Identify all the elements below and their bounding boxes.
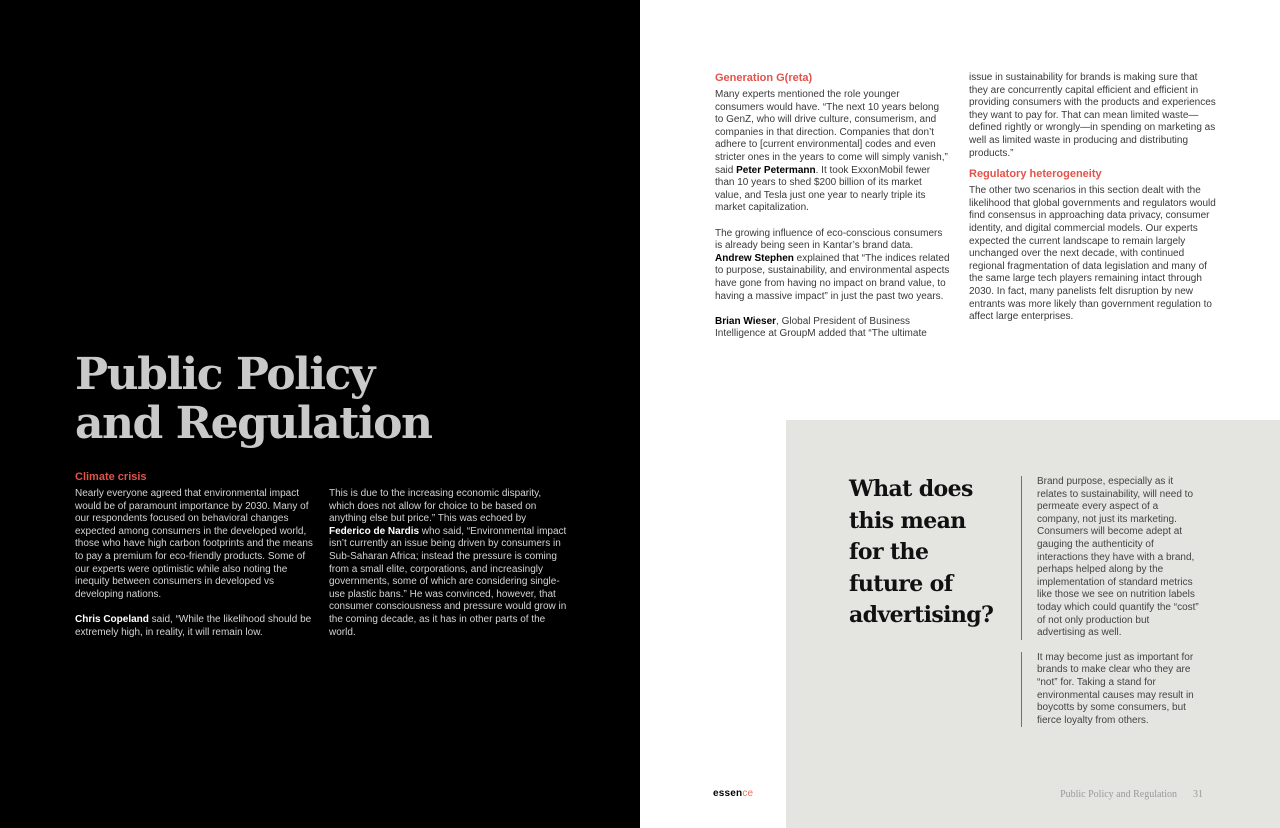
speaker-name: Peter Petermann bbox=[736, 164, 816, 176]
genz-paragraph-3: Brian Wieser, Global President of Business Intelligence at GroupM added that “The ultimate bbox=[715, 315, 927, 340]
climate-paragraph-1: Nearly everyone agreed that environmental impact would be of paramount importance by 2030. Many of our respondents focused on behavioral changes expected among consumers in the developed world, those who have high carbon footprints and the means to pay a premium for eco-friendly products. Some of our experts were optimistic while also noting the inequity between consumers in developed vs developing nations. bbox=[75, 488, 313, 600]
regulatory-column bbox=[969, 72, 1217, 324]
essence-logo: essence bbox=[713, 788, 754, 799]
callout-text bbox=[1021, 476, 1199, 727]
genz-paragraph-1: Many experts mentioned the role younger consumers would have. “The next 10 years belong to GenZ, who will drive culture, consumerism, and companies in that direction. Companies that don’t adhere to [current environmental] codes and even stricter ones in the years to come will simply vanish,” said Peter Petermann. It took ExxonMobil fewer than 10 years to shed $200 billion of its market value, and Tesla just one year to nearly triple its market capitalization. bbox=[715, 89, 948, 214]
climate-heading: Climate crisis bbox=[75, 471, 147, 483]
page-number: 31 bbox=[1193, 789, 1203, 800]
speaker-name: Brian Wieser bbox=[715, 315, 777, 327]
regulatory-heading: Regulatory heterogeneity bbox=[969, 168, 1102, 181]
callout-question: What does this mean for the future of advertising? bbox=[849, 476, 994, 628]
genz-continuation: issue in sustainability for brands is making sure that they are concurrently capital efficient and efficient in providing consumers with the products and experiences they want to pay for. That can mean limited waste—defined rightly or wrongly—in spending on marketing as well as limited waste in producing and distributing products.” bbox=[969, 72, 1216, 159]
callout-block-2 bbox=[1021, 652, 1199, 728]
climate-paragraph-2: Chris Copeland said, “While the likelihood should be extremely high, in reality, it will remain low. bbox=[75, 613, 312, 638]
callout-paragraph-1: Brand purpose, especially as it relates to sustainability, will need to permeate every aspect of a company, not just its marketing. Consumers will become adept at gauging the authenticity of interactions they have with a brand, perhaps helped along by the implementation of standard metrics like those we see on nutrition labels today which could quantify the “cost” of not only production but advertising as well. bbox=[1037, 476, 1199, 639]
speaker-name: Chris Copeland bbox=[75, 613, 149, 625]
right-page bbox=[640, 0, 1280, 828]
speaker-name: Federico de Nardis bbox=[329, 525, 420, 537]
genz-heading: Generation G(reta) bbox=[715, 72, 813, 84]
callout-block-1 bbox=[1021, 476, 1199, 640]
callout-paragraph-2: It may become just as important for brands to make clear who they are “not” for. Taking a stand for environmental causes may result in boycotts by some consumers, but fierce loyalty from others. bbox=[1037, 651, 1194, 726]
callout-box bbox=[786, 420, 1280, 828]
climate-column-2 bbox=[329, 488, 569, 639]
page-title-line-2: and Regulation bbox=[75, 398, 432, 449]
regulatory-paragraph: The other two scenarios in this section dealt with the likelihood that global governments and regulators would find consensus in approaching data privacy, consumer identity, and digital commercial models. Our experts expected the current landscape to remain largely unchanged over the next decade, with continued regional fragmentation of data legislation and many of the same large tech players remaining intact through 2030. In fact, many panelists felt disruption by new entrants was more likely than government regulation to affect large enterprises. bbox=[969, 185, 1216, 323]
climate-column-1 bbox=[75, 471, 315, 639]
genz-column bbox=[715, 72, 950, 341]
page-footer bbox=[1060, 789, 1203, 800]
speaker-name: Andrew Stephen bbox=[715, 252, 794, 264]
genz-paragraph-2: The growing influence of eco-conscious consumers is already being seen in Kantar’s brand data. Andrew Stephen explained that “The indices related to purpose, sustainability, and environmental aspects have gone from having no impact on brand value, to having a massive impact” in just the past two years. bbox=[715, 227, 950, 302]
page-title-line-1: Public Policy bbox=[75, 349, 374, 400]
footer-section: Public Policy and Regulation bbox=[1060, 789, 1177, 800]
page-title bbox=[75, 350, 595, 448]
climate-paragraph-3: This is due to the increasing economic disparity, which does not allow for choice to be based on anything else but price.” This was echoed by Federico de Nardis who said, “Environmental impact isn’t currently an issue being driven by consumers in Sub-Saharan Africa; instead the pressure is coming from a small elite, corporations, and increasingly governments, some of which are considering single-use plastic bans.” He was convinced, however, that consumer consciousness and pressure would grow in the coming decade, as it has in other parts of the world. bbox=[329, 488, 567, 638]
